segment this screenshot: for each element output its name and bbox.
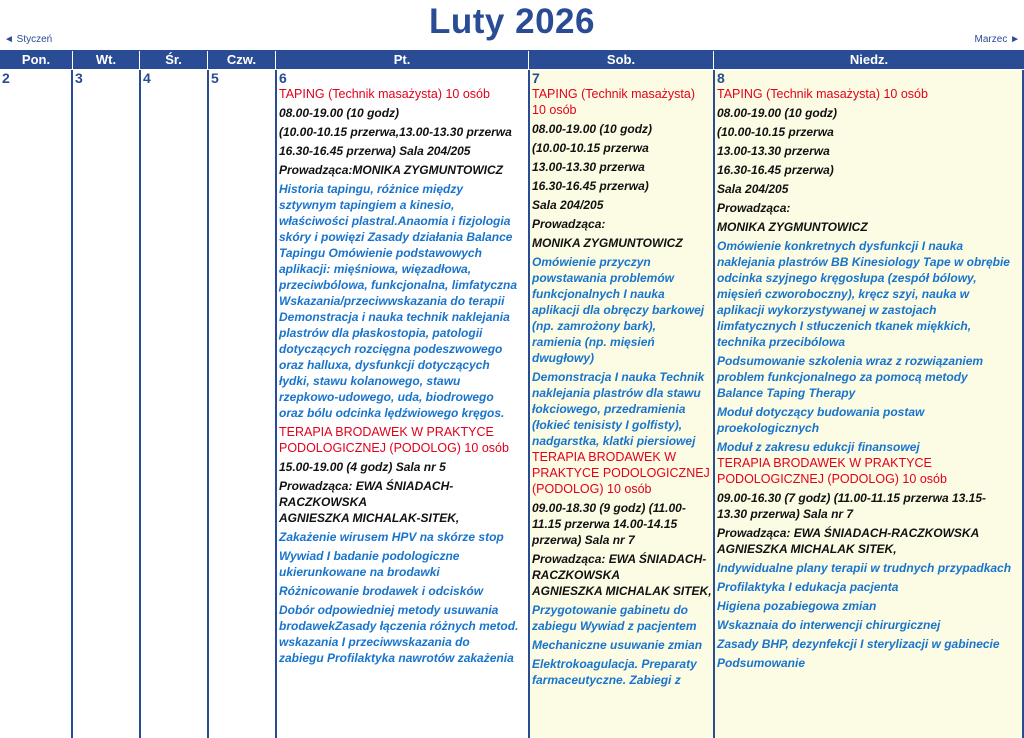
course-topic: Indywidualne plany terapii w trudnych przypadkach <box>717 561 1012 575</box>
day-cell-wed[interactable] <box>139 70 208 738</box>
course-topic: (łokieć tenisisty I golfisty), <box>532 418 683 432</box>
day-number: 3 <box>75 70 83 86</box>
course-title: 10 osób <box>532 103 577 117</box>
course-topic: łydki, stawu kolanowego, stawu <box>279 374 461 388</box>
course-title: TERAPIA BRODAWEK W PRAKTYCE <box>279 425 494 439</box>
header-divider <box>528 51 529 69</box>
day-number: 5 <box>211 70 219 86</box>
course-topic: odcinka szyjnego kręgosłupa (zespół bólowy, <box>717 271 977 285</box>
course-details: Prowadząca: <box>532 217 606 231</box>
course-title: (PODOLOG) 10 osób <box>532 482 652 496</box>
course-details: 13.00-13.30 przerwa <box>532 160 645 174</box>
course-title: TAPING (Technik masażysta) 10 osób <box>279 87 490 101</box>
course-topic: Wywiad I badanie podologiczne <box>279 549 460 563</box>
day-number: 6 <box>279 70 287 86</box>
header-divider <box>72 51 73 69</box>
course-title: TAPING (Technik masażysta) <box>532 87 696 101</box>
course-topic: Tapingu Omówienie podstawowych <box>279 246 482 260</box>
course-topic: Przygotowanie gabinetu do <box>532 603 689 617</box>
day-cell-mon[interactable] <box>0 70 72 738</box>
course-topic: ramienia (np. mięsień <box>532 335 655 349</box>
course-topic: aplikacji: mięśniowa, więzadłowa, <box>279 262 472 276</box>
course-topic: Zasady BHP, dezynfekcji I sterylizacji w gabinecie <box>717 637 1000 651</box>
course-topic: farmaceutyczne. Zabiegi z <box>532 673 681 687</box>
course-topic: ukierunkowane na brodawki <box>279 565 440 579</box>
course-title: TERAPIA BRODAWEK W PRAKTYCE <box>717 456 932 470</box>
day-number: 4 <box>143 70 151 86</box>
course-details: 08.00-19.00 (10 godz) <box>717 106 838 120</box>
course-details: MONIKA ZYGMUNTOWICZ <box>532 236 683 250</box>
course-topic: przeciwbólowa, funkcjonalna, limfatyczna <box>279 278 518 292</box>
course-topic: zabiegu Wywiad z pacjentem <box>532 619 697 633</box>
course-topic: Omówienie przyczyn <box>532 255 651 269</box>
course-topic: Moduł dotyczący budowania postaw <box>717 405 925 419</box>
calendar-title: Luty 2026 <box>429 2 595 41</box>
day-cell-sun[interactable] <box>713 70 1024 738</box>
course-topic: dwugłowy) <box>532 351 594 365</box>
course-details: 13.00-13.30 przerwa <box>717 144 830 158</box>
course-details: 09.00-18.30 (9 godz) (11.00- <box>532 501 686 515</box>
course-topic: (np. zamrożony bark), <box>532 319 657 333</box>
course-topic: dotyczących rozcięgna podeszwowego <box>279 342 503 356</box>
course-topic: Demonstracja i nauka technik naklejania <box>279 310 510 324</box>
header-divider <box>275 51 276 69</box>
course-details: Sala 204/205 <box>532 198 604 212</box>
course-topic: limfatycznych I stłuczenich tkanek miękkich, <box>717 319 972 333</box>
weekday-header <box>0 50 1024 69</box>
course-topic: oraz halluxa, dysfunkcji dotyczących <box>279 358 490 372</box>
course-topic: wskazania I przeciwwskazania do <box>279 635 470 649</box>
course-topic: Podsumowanie <box>717 656 806 670</box>
course-topic: problem funkcjonalnego za pomocą metody <box>717 370 968 384</box>
course-details: Prowadząca: <box>717 201 791 215</box>
course-topic: Wskazania/przeciwwskazania do terapii <box>279 294 505 308</box>
course-details: AGNIESZKA MICHALAK SITEK, <box>532 584 712 598</box>
course-details: Prowadząca: EWA ŚNIADACH-RACZKOWSKA <box>717 526 980 540</box>
day-number: 2 <box>2 70 10 86</box>
course-topic: łokciowego, przedramienia <box>532 402 686 416</box>
course-topic: nadgarstka, klatki piersiowej <box>532 434 696 448</box>
course-details: (10.00-10.15 przerwa <box>717 125 834 139</box>
course-details: 08.00-19.00 (10 godz) <box>532 122 653 136</box>
weekday-thu: Czw. <box>226 52 257 67</box>
day-cell-sat[interactable] <box>528 70 714 738</box>
course-topic: aplikacji dla obręczy barkowej <box>532 303 705 317</box>
day-number: 7 <box>532 70 540 86</box>
course-topic: sztywnym tapingiem a kinesio, <box>279 198 455 212</box>
course-topic: Higiena pozabiegowa zmian <box>717 599 877 613</box>
course-topic: Mechaniczne usuwanie zmian <box>532 638 703 652</box>
course-details: 16.30-16.45 przerwa) Sala 204/205 <box>279 144 471 158</box>
course-topic: naklejania plastrów dla stawu <box>532 386 701 400</box>
course-topic: mięsień czworoboczny), kręcz szyi, nauka w <box>717 287 970 301</box>
course-details: Prowadząca: EWA ŚNIADACH- <box>532 552 707 566</box>
course-details: (10.00-10.15 przerwa <box>532 141 649 155</box>
weekday-wed: Śr. <box>165 52 182 67</box>
header-divider <box>713 51 714 69</box>
course-details: 16.30-16.45 przerwa) <box>717 163 834 177</box>
course-details: 11.15 przerwa 14.00-14.15 <box>532 517 678 531</box>
course-topic: Moduł z zakresu edukcji finansowej <box>717 440 920 454</box>
course-topic: powstawania problemów <box>532 271 675 285</box>
course-topic: Różnicowanie brodawek i odcisków <box>279 584 484 598</box>
course-details: RACZKOWSKA <box>279 495 367 509</box>
course-details: MONIKA ZYGMUNTOWICZ <box>717 220 868 234</box>
course-topic: oraz bólu odcinka lędźwiowego kręgos. <box>279 406 505 420</box>
course-title: PRAKTYCE PODOLOGICZNEJ <box>532 466 710 480</box>
day-cell-tue[interactable] <box>71 70 140 738</box>
course-topic: Profilaktyka I edukacja pacjenta <box>717 580 899 594</box>
course-topic: funkcjonalnych I nauka <box>532 287 665 301</box>
course-title: TAPING (Technik masażysta) 10 osób <box>717 87 928 101</box>
course-title: PODOLOGICZNEJ (PODOLOG) 10 osób <box>279 441 509 455</box>
course-details: 08.00-19.00 (10 godz) <box>279 106 400 120</box>
weekday-fri: Pt. <box>393 52 411 67</box>
course-details: 16.30-16.45 przerwa) <box>532 179 649 193</box>
weekday-mon: Pon. <box>21 52 51 67</box>
course-details: Sala 204/205 <box>717 182 789 196</box>
weekday-sun: Niedz. <box>849 52 889 67</box>
course-details: 09.00-16.30 (7 godz) (11.00-11.15 przerwa 13.15- <box>717 491 987 505</box>
weekday-sat: Sob. <box>606 52 636 67</box>
course-topic: aplikacji wykorzystywanej w zastojach <box>717 303 937 317</box>
header-divider <box>207 51 208 69</box>
weekday-tue: Wt. <box>95 52 117 67</box>
course-topic: proekologicznych <box>717 421 820 435</box>
day-number: 8 <box>717 70 725 86</box>
course-details: 13.30 przerwa) Sala nr 7 <box>717 507 854 521</box>
course-topic: Elektrokoagulacja. Preparaty <box>532 657 697 671</box>
course-topic: naklejania plastrów BB Kinesiology Tape w obrębie <box>717 255 1010 269</box>
next-month-link[interactable]: Marzec ► <box>974 34 1020 45</box>
course-details: (10.00-10.15 przerwa,13.00-13.30 przerwa <box>279 125 512 139</box>
course-topic: skóry i powięzi Zasady działania Balance <box>279 230 513 244</box>
course-topic: technika przecibólowa <box>717 335 846 349</box>
course-topic: Podsumowanie szkolenia wraz z rozwiązaniem <box>717 354 984 368</box>
course-details: AGNIESZKA MICHALAK-SITEK, <box>279 511 460 525</box>
course-details: Prowadząca:MONIKA ZYGMUNTOWICZ <box>279 163 504 177</box>
course-topic: Balance Taping Therapy <box>717 386 856 400</box>
course-topic: plastrów dla płaskostopia, patologii <box>279 326 483 340</box>
course-details: RACZKOWSKA <box>532 568 620 582</box>
course-topic: Zakażenie wirusem HPV na skórze stop <box>279 530 504 544</box>
day-cell-fri[interactable] <box>275 70 529 738</box>
course-details: przerwa) Sala nr 7 <box>532 533 635 547</box>
course-topic: brodawekZasady łączenia różnych metod. <box>279 619 519 633</box>
course-topic: Omówienie konkretnych dysfunkcji I nauka <box>717 239 964 253</box>
prev-month-link[interactable]: ◄ Styczeń <box>4 34 53 45</box>
course-topic: Wskaznaia do interwencji chirurgicznej <box>717 618 941 632</box>
course-title: PODOLOGICZNEJ (PODOLOG) 10 osób <box>717 472 947 486</box>
course-topic: Dobór odpowiedniej metody usuwania <box>279 603 499 617</box>
course-details: AGNIESZKA MICHALAK SITEK, <box>717 542 897 556</box>
course-title: TERAPIA BRODAWEK W <box>532 450 677 464</box>
day-cell-thu[interactable] <box>207 70 276 738</box>
course-topic: zabiegu Profilaktyka nawrotów zakażenia <box>279 651 514 665</box>
course-topic: rzepkowo-udowego, uda, biodrowego <box>279 390 494 404</box>
header-divider <box>139 51 140 69</box>
course-details: 15.00-19.00 (4 godz) Sala nr 5 <box>279 460 446 474</box>
course-topic: Historia tapingu, różnice między <box>279 182 464 196</box>
course-topic: Demonstracja I nauka Technik <box>532 370 705 384</box>
course-topic: właściwości plastral.Anaomia i fizjologia <box>279 214 511 228</box>
course-details: Prowadząca: EWA ŚNIADACH- <box>279 479 454 493</box>
